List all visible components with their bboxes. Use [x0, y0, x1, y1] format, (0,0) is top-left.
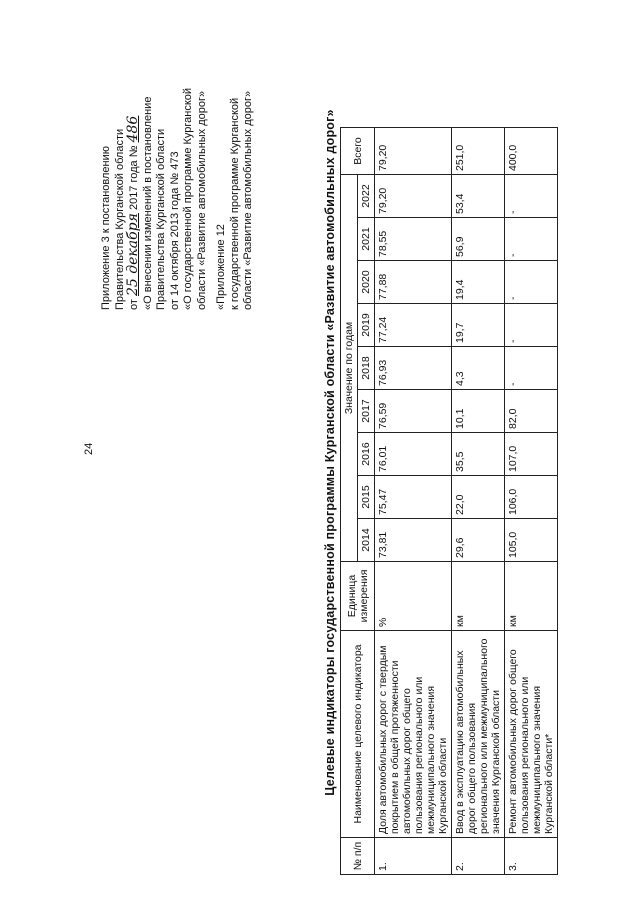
appendix-line: области «Развитие автомобильных дорог»	[242, 90, 254, 310]
row-value: 78,55	[375, 218, 452, 261]
row-value: 105,0	[505, 519, 558, 562]
preamble-line: от 14 октября 2013 года № 473	[168, 151, 181, 310]
table-row	[452, 128, 505, 875]
row-num: 2.	[452, 838, 505, 875]
row-value: -	[505, 347, 558, 390]
row-value: -	[505, 175, 558, 218]
row-name: Ремонт автомобильных дорог общего пользования регионального или межмуниципального значения Курганской области*	[505, 631, 558, 838]
row-value: 77,88	[375, 261, 452, 304]
header-year: 2019	[358, 304, 375, 347]
row-value: 82,0	[505, 390, 558, 433]
preamble-line: Правительства Курганской области	[155, 128, 167, 310]
header-year: 2020	[358, 261, 375, 304]
page-number: 24	[83, 442, 95, 455]
resolution-preamble	[100, 20, 209, 310]
date-mid: 2017 года №	[128, 145, 140, 211]
row-value: 107,0	[505, 433, 558, 476]
preamble-line: Правительства Курганской области	[113, 128, 126, 310]
row-unit: %	[375, 562, 452, 631]
row-value: 10,1	[452, 390, 505, 433]
indicators-table	[340, 127, 558, 875]
row-name: Ввод в эксплуатацию автомобильных дорог общего пользования регионального или межмуниципального значения Курганской области	[452, 631, 505, 838]
row-value: -	[505, 304, 558, 347]
preamble-date-line	[127, 20, 142, 310]
row-num: 1.	[375, 838, 452, 875]
handwritten-date: 25 декабря	[125, 213, 141, 297]
preamble-line: Приложение 3 к постановлению	[100, 145, 112, 310]
header-year: 2014	[358, 519, 375, 562]
row-unit: км	[505, 562, 558, 631]
row-value: 19,4	[452, 261, 505, 304]
row-value: 73,81	[375, 519, 452, 562]
document-title: Целевые индикаторы государственной программы Курганской области «Развитие автомобильных дорог»	[323, 109, 337, 796]
row-value: 35,5	[452, 433, 505, 476]
preamble-line: области «Развитие автомобильных дорог»	[195, 90, 208, 310]
row-value: 76,01	[375, 433, 452, 476]
handwritten-number: 486	[125, 115, 141, 143]
appendix-line: к государственной программе Курганской	[228, 97, 241, 310]
row-unit: км	[452, 562, 505, 631]
preamble-line: «О внесении изменений в постановление	[141, 96, 154, 310]
row-value: 53,4	[452, 175, 505, 218]
header-year: 2018	[358, 347, 375, 390]
header-values-group: Значение по годам	[341, 175, 358, 562]
row-value: 19,7	[452, 304, 505, 347]
table-row	[505, 128, 558, 875]
row-total: 251,0	[452, 128, 505, 175]
appendix-line: «Приложение 12	[215, 224, 227, 310]
row-value: 76,59	[375, 390, 452, 433]
row-value: 75,47	[375, 476, 452, 519]
row-value: 29,6	[452, 519, 505, 562]
header-num: № п/п	[341, 838, 375, 875]
header-year: 2022	[358, 175, 375, 218]
header-year: 2021	[358, 218, 375, 261]
row-name: Доля автомобильных дорог с твердым покрытием в общей протяженности автомобильных дорог общего пользования регионального или межмуниципального значения Курганской области	[375, 631, 452, 838]
row-value: 79,20	[375, 175, 452, 218]
date-prefix: от	[128, 299, 140, 310]
header-total: Всего	[341, 128, 375, 175]
row-total: 400,0	[505, 128, 558, 175]
row-num: 3.	[505, 838, 558, 875]
row-value: 76,93	[375, 347, 452, 390]
header-unit: Единица измерения	[341, 562, 375, 631]
row-value: -	[505, 261, 558, 304]
header-year: 2017	[358, 390, 375, 433]
header-year: 2016	[358, 433, 375, 476]
header-name: Наименование целевого индикатора	[341, 631, 375, 838]
row-value: 106,0	[505, 476, 558, 519]
row-total: 79,20	[375, 128, 452, 175]
appendix-header	[215, 20, 256, 310]
header-year: 2015	[358, 476, 375, 519]
row-value: 4,3	[452, 347, 505, 390]
table-row	[375, 128, 452, 875]
row-value: -	[505, 218, 558, 261]
row-value: 22,0	[452, 476, 505, 519]
row-value: 56,9	[452, 218, 505, 261]
row-value: 77,24	[375, 304, 452, 347]
preamble-line: «О государственной программе Курганской	[182, 87, 194, 310]
